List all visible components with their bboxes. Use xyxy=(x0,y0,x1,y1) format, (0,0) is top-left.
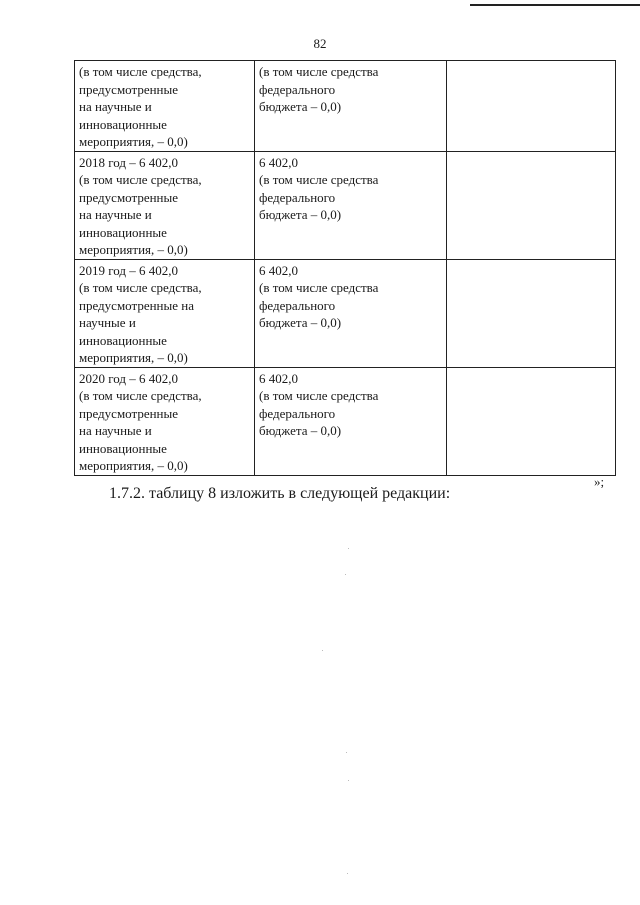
cell-line: на научные и xyxy=(79,207,152,222)
cell-line: (в том числе средства, xyxy=(79,388,202,403)
table-cell-empty xyxy=(447,61,616,152)
table-cell-funding-total xyxy=(75,61,255,152)
cell-line: бюджета – 0,0) xyxy=(259,207,342,222)
table-row xyxy=(75,367,616,475)
cell-line: федерального xyxy=(259,297,336,313)
table-cell-regional-budget xyxy=(255,367,447,475)
table-cell-empty xyxy=(447,151,616,259)
cell-line: 6 402,0 xyxy=(259,154,298,170)
cell-line: 6 402,0 xyxy=(259,262,298,278)
cell-line: 2020 год – 6 402,0 xyxy=(79,370,178,386)
cell-line: (в том числе средства xyxy=(259,172,379,187)
cell-line: (в том числе средства xyxy=(259,280,379,295)
cell-line: инновационные xyxy=(79,332,167,348)
cell-line: бюджета – 0,0) xyxy=(259,99,342,114)
cell-line: (в том числе средства xyxy=(259,388,379,403)
cell-line: мероприятия, – 0,0) xyxy=(79,134,188,149)
table-row xyxy=(75,61,616,152)
cell-line: федерального xyxy=(259,81,336,97)
table-cell-regional-budget xyxy=(255,259,447,367)
cell-line: (в том числе средства, xyxy=(79,172,202,187)
table-cell-regional-budget xyxy=(255,61,447,152)
cell-line: 6 402,0 xyxy=(259,370,298,386)
cell-line: 2018 год – 6 402,0 xyxy=(79,154,178,170)
table-cell-funding-total xyxy=(75,367,255,475)
cell-line: научные и xyxy=(79,315,136,330)
cell-line: инновационные xyxy=(79,440,167,456)
scan-speck xyxy=(345,574,346,575)
table-cell-regional-budget xyxy=(255,151,447,259)
cell-line: инновационные xyxy=(79,224,167,240)
scan-speck xyxy=(347,873,348,874)
cell-line: бюджета – 0,0) xyxy=(259,423,342,438)
cell-line: инновационные xyxy=(79,116,167,132)
cell-line: федерального xyxy=(259,405,336,421)
table-row xyxy=(75,259,616,367)
closing-quote-mark: »; xyxy=(594,474,605,489)
cell-line: мероприятия, – 0,0) xyxy=(79,242,188,257)
cell-line: на научные и xyxy=(79,99,152,114)
page-number: 82 xyxy=(313,36,327,51)
scan-speck xyxy=(322,650,323,651)
table-cell-funding-total xyxy=(75,259,255,367)
scan-speck xyxy=(346,752,347,753)
cell-line: на научные и xyxy=(79,423,152,438)
scan-speck xyxy=(348,548,349,549)
cell-line: бюджета – 0,0) xyxy=(259,315,342,330)
table-cell-empty xyxy=(447,259,616,367)
scan-speck xyxy=(348,780,349,781)
cell-line: предусмотренные xyxy=(79,189,179,205)
cell-line: предусмотренные xyxy=(79,405,179,421)
table-row xyxy=(75,151,616,259)
amendment-instruction: 1.7.2. таблицу 8 изложить в следующей редакции: xyxy=(109,485,451,502)
top-rule xyxy=(470,4,640,6)
table-cell-empty xyxy=(447,367,616,475)
funding-table xyxy=(74,60,616,476)
cell-line: (в том числе средства, xyxy=(79,64,202,79)
table-cell-funding-total xyxy=(75,151,255,259)
cell-line: (в том числе средства xyxy=(259,64,379,79)
cell-line: предусмотренные на xyxy=(79,297,195,313)
cell-line: мероприятия, – 0,0) xyxy=(79,350,188,365)
cell-line: федерального xyxy=(259,189,336,205)
cell-line: предусмотренные xyxy=(79,81,179,97)
cell-line: 2019 год – 6 402,0 xyxy=(79,262,178,278)
cell-line: (в том числе средства, xyxy=(79,280,202,295)
cell-line: мероприятия, – 0,0) xyxy=(79,458,188,473)
